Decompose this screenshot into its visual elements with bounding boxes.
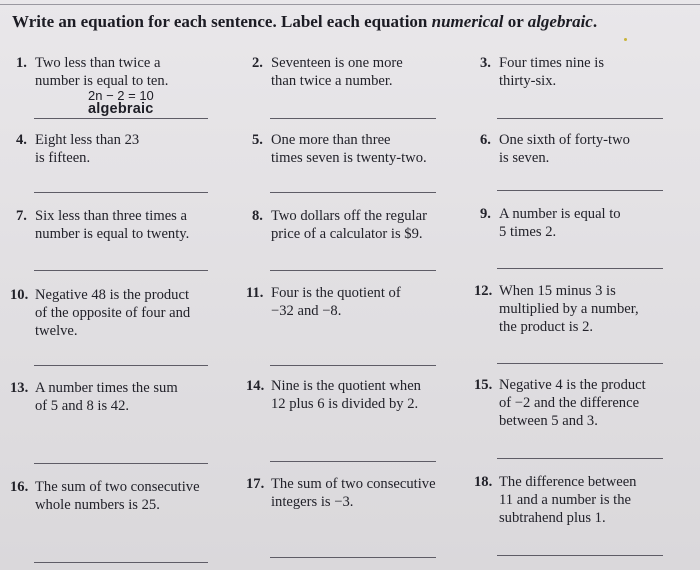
answer-blank-11[interactable] [270, 365, 436, 366]
problem-4: 4. Eight less than 23 is fifteen. [16, 132, 140, 166]
answer-blank-12[interactable] [497, 363, 663, 364]
problem-13: 13. A number times the sum of 5 and 8 is 42. [10, 380, 178, 414]
page-top-rule [0, 4, 700, 5]
problem-1: 1. Two less than twice a number is equal to ten. [16, 55, 169, 89]
answer-blank-8[interactable] [270, 270, 436, 271]
answer-blank-3[interactable] [497, 118, 663, 119]
problem-18: 18. The difference between 11 and a number is the subtrahend plus 1. [474, 474, 637, 526]
problem-5: 5. One more than three times seven is twenty-two. [252, 132, 427, 166]
problem-6: 6. One sixth of forty-two is seven. [480, 132, 630, 166]
answer-blank-16[interactable] [34, 562, 208, 563]
answer-blank-13[interactable] [34, 463, 208, 464]
answer-blank-1[interactable] [34, 118, 208, 119]
answer-blank-10[interactable] [34, 365, 208, 366]
problem-2: 2. Seventeen is one more than twice a number. [252, 55, 403, 89]
problem-11: 11. Four is the quotient of −32 and −8. [246, 285, 401, 319]
answer-blank-6[interactable] [497, 190, 663, 191]
answer-blank-7[interactable] [34, 270, 208, 271]
problem-14: 14. Nine is the quotient when 12 plus 6 is divided by 2. [246, 378, 421, 412]
answer-blank-9[interactable] [497, 268, 663, 269]
problem-8: 8. Two dollars off the regular price of a calculator is $9. [252, 208, 427, 242]
handwritten-equation: 2n − 2 = 10 [88, 88, 154, 103]
answer-blank-18[interactable] [497, 555, 663, 556]
worksheet-instructions: Write an equation for each sentence. Label each equation numerical or algebraic. [12, 12, 598, 31]
problem-17: 17. The sum of two consecutive integers is −3. [246, 476, 436, 510]
handwritten-label: algebraic [88, 101, 154, 117]
problem-10: 10. Negative 48 is the product of the opposite of four and twelve. [10, 287, 191, 339]
problem-12: 12. When 15 minus 3 is multiplied by a number, the product is 2. [474, 283, 639, 335]
problem-15: 15. Negative 4 is the product of −2 and the difference between 5 and 3. [474, 377, 646, 429]
answer-blank-2[interactable] [270, 118, 436, 119]
answer-blank-4[interactable] [34, 192, 208, 193]
answer-blank-5[interactable] [270, 192, 436, 193]
problem-9: 9. A number is equal to 5 times 2. [480, 206, 621, 240]
answer-blank-15[interactable] [497, 458, 663, 459]
problem-3: 3. Four times nine is thirty-six. [480, 55, 604, 89]
answer-blank-17[interactable] [270, 557, 436, 558]
paper-speck [624, 38, 627, 41]
answer-blank-14[interactable] [270, 461, 436, 462]
problem-16: 16. The sum of two consecutive whole numbers is 25. [10, 479, 200, 513]
problem-7: 7. Six less than three times a number is equal to twenty. [16, 208, 190, 242]
